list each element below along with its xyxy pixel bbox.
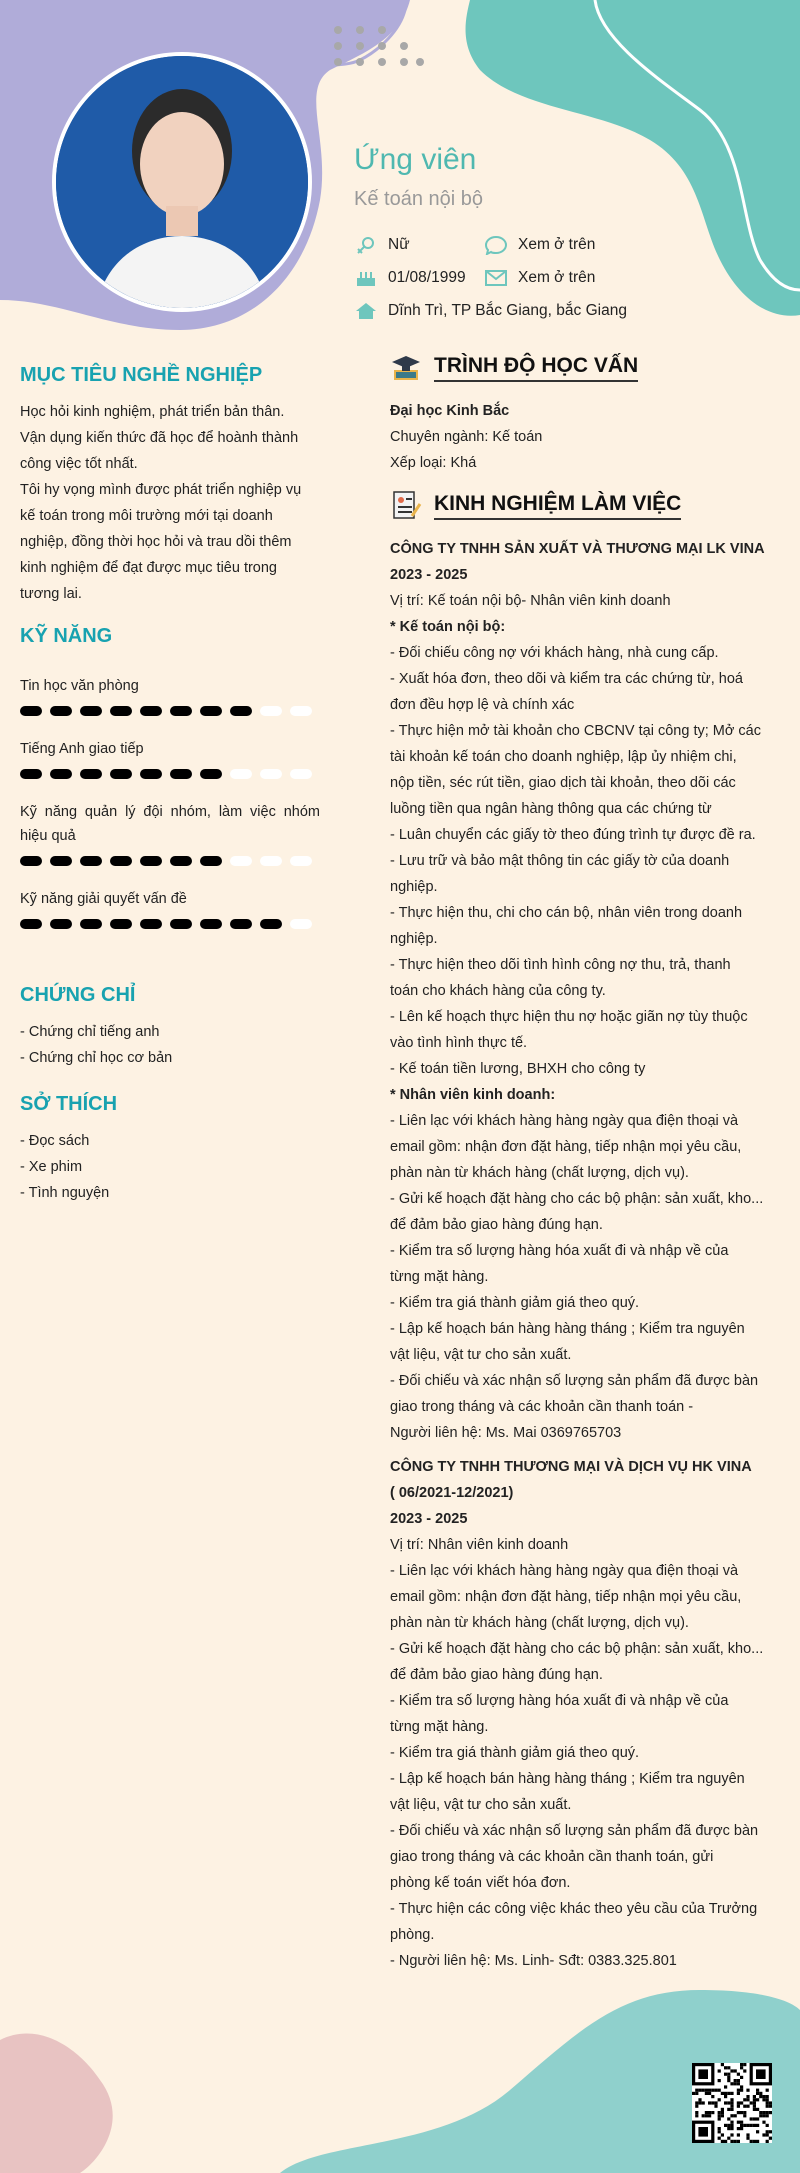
job-description-line: - Đối chiếu và xác nhận số lượng sản phẩm đã được bàn [390, 1373, 759, 1389]
phone-icon [484, 235, 508, 255]
skill-level-segment [20, 769, 42, 779]
phone-value: Xem ở trên [518, 236, 596, 253]
job-description-line: tài khoản kế toán cho doanh nghiệp, lập ủy nhiệm chi, [390, 749, 737, 765]
job-description-line: đơn đều hợp lệ và chính xác [390, 697, 575, 713]
job-description-line: - Kiểm tra giá thành giảm giá theo quý. [390, 1295, 640, 1311]
job-description-line: - Lập kế hoạch bán hàng hàng tháng ; Kiểm tra nguyên [390, 1771, 745, 1787]
skill-level-segment [290, 706, 312, 716]
experience-title: KINH NGHIỆM LÀM VIỆC [434, 492, 681, 520]
skill-level-segment [80, 706, 102, 716]
job-description-line: giao trong tháng và các khoản cần thanh toán, gửi [390, 1849, 714, 1865]
birthday-cake-icon [354, 268, 378, 288]
right-column [390, 352, 768, 1974]
skill-level-segment [200, 706, 222, 716]
objective-line: Tôi hy vọng mình được phát triển nghiệp vụ [20, 482, 302, 498]
job-description-line: - Thực hiện mở tài khoản cho CBCNV tại công ty; Mở các [390, 723, 761, 739]
skill-name: Tin học văn phòng [20, 678, 139, 694]
skill-level-segment [290, 856, 312, 866]
certificate-item: - Chứng chỉ học cơ bản [20, 1050, 173, 1066]
skill-item [20, 800, 320, 887]
skill-level-segment [200, 769, 222, 779]
job-company: CÔNG TY TNHH SẢN XUẤT VÀ THƯƠNG MẠI LK VINA [390, 541, 765, 557]
skill-level-segment [20, 856, 42, 866]
skill-level-bar [20, 854, 320, 868]
education-header [390, 352, 768, 384]
skill-level-segment [50, 769, 72, 779]
skill-level-segment [140, 769, 162, 779]
birthdate-row [354, 268, 466, 288]
graduation-cap-icon [390, 352, 422, 384]
skill-level-segment [170, 856, 192, 866]
job-description-line: giao trong tháng và các khoản cần thanh toán - [390, 1399, 694, 1415]
skill-level-segment [140, 919, 162, 929]
skill-level-segment [230, 919, 252, 929]
gender-row [354, 235, 410, 255]
education-school: Đại học Kinh Bắc [390, 403, 510, 419]
job-description-line: vật liệu, vật tư cho sản xuất. [390, 1347, 572, 1363]
education-rank: Xếp loại: Khá [390, 455, 477, 471]
skill-level-bar [20, 917, 320, 931]
skill-level-segment [170, 706, 192, 716]
skill-level-segment [170, 919, 192, 929]
job-description-line: phòng kế toán viết hóa đơn. [390, 1875, 571, 1891]
job-description-line: luồng tiền qua ngân hàng thông qua các chứng từ [390, 801, 712, 817]
job-period: 2023 - 2025 [390, 567, 468, 583]
hobby-item: - Đọc sách [20, 1133, 90, 1149]
job-description-line: để đảm bảo giao hàng đúng hạn. [390, 1217, 603, 1233]
experience-header [390, 490, 768, 522]
job-description-line: từng mặt hàng. [390, 1719, 489, 1735]
skill-level-segment [260, 919, 282, 929]
job-description-line: - Đối chiếu công nợ với khách hàng, nhà cung cấp. [390, 645, 719, 661]
job-description-line: vật liệu, vật tư cho sản xuất. [390, 1797, 572, 1813]
skill-level-segment [170, 769, 192, 779]
job-description-line: phòng. [390, 1927, 435, 1943]
job-description-line: - Kiểm tra giá thành giảm giá theo quý. [390, 1745, 640, 1761]
skill-level-segment [230, 856, 252, 866]
job-description-line: phàn nàn từ khách hàng (chất lượng, dịch vụ). [390, 1615, 689, 1631]
email-icon [484, 268, 508, 288]
job-entry [390, 1454, 768, 1974]
address-value: Dĩnh Trì, TP Bắc Giang, bắc Giang [388, 302, 627, 319]
objective-line: tương lai. [20, 586, 82, 602]
job-description-line: - Lập kế hoạch bán hàng hàng tháng ; Kiểm tra nguyên [390, 1321, 745, 1337]
job-description-line: - Đối chiếu và xác nhận số lượng sản phẩm đã được bàn [390, 1823, 759, 1839]
skill-level-segment [80, 769, 102, 779]
job-role: Vị trí: Kế toán nội bộ- Nhân viên kinh doanh [390, 593, 671, 609]
objective-line: Học hỏi kinh nghiệm, phát triển bản thân. [20, 404, 285, 420]
skill-item [20, 887, 320, 950]
skill-level-segment [140, 856, 162, 866]
skill-name: Kỹ năng quản lý đội nhóm, làm việc nhóm hiệu quả [20, 804, 320, 844]
objective-title: MỤC TIÊU NGHỀ NGHIỆP [20, 364, 263, 386]
skill-level-segment [20, 706, 42, 716]
job-description-line: - Thực hiện thu, chi cho cán bộ, nhân viên trong doanh [390, 905, 743, 921]
skill-item [20, 737, 320, 800]
skill-level-segment [260, 856, 282, 866]
skill-level-segment [50, 919, 72, 929]
job-description-line: - Thực hiện theo dõi tình hình công nợ thu, trả, thanh [390, 957, 731, 973]
job-description-line: email gồm: nhận đơn đặt hàng, tiếp nhận mọi yêu cầu, [390, 1139, 742, 1155]
job-description-line: - Lên kế hoạch thực hiện thu nợ hoặc giãn nợ tùy thuộc [390, 1009, 748, 1025]
job-description-line: nộp tiền, séc rút tiền, giao dịch tài khoản, theo dõi các [390, 775, 736, 791]
candidate-name: Ứng viên [354, 143, 477, 176]
job-description-line: để đảm bảo giao hàng đúng hạn. [390, 1667, 603, 1683]
job-description-line: nghiệp. [390, 931, 438, 947]
hobby-item: - Tình nguyện [20, 1185, 110, 1201]
job-subsection-title: * Kế toán nội bộ: [390, 619, 506, 635]
job-description-line: phàn nàn từ khách hàng (chất lượng, dịch vụ). [390, 1165, 689, 1181]
skill-level-segment [290, 919, 312, 929]
skill-level-segment [230, 769, 252, 779]
address-row [354, 301, 627, 321]
job-description-line: - Lưu trữ và bảo mật thông tin các giấy tờ của doanh [390, 853, 730, 869]
job-description-line: - Xuất hóa đơn, theo dõi và kiểm tra các chứng từ, hoá [390, 671, 743, 687]
objective-text [20, 399, 320, 607]
objective-line: Vận dụng kiến thức đã học để hoành thành [20, 430, 299, 446]
skill-level-segment [50, 706, 72, 716]
candidate-position: Kế toán nội bộ [354, 188, 483, 210]
job-description-line: - Người liên hệ: Ms. Linh- Sđt: 0383.325.801 [390, 1953, 677, 1969]
skill-level-segment [200, 919, 222, 929]
skill-level-segment [50, 856, 72, 866]
skill-level-bar [20, 704, 320, 718]
skill-level-segment [290, 769, 312, 779]
job-description-line: Người liên hệ: Ms. Mai 0369765703 [390, 1425, 622, 1441]
job-description-line: - Kế toán tiền lương, BHXH cho công ty [390, 1061, 646, 1077]
skill-level-segment [140, 706, 162, 716]
skills-title: KỸ NĂNG [20, 625, 113, 647]
education-title: TRÌNH ĐỘ HỌC VẤN [434, 354, 638, 382]
birthdate-value: 01/08/1999 [388, 269, 466, 286]
skill-level-segment [200, 856, 222, 866]
skill-level-segment [260, 706, 282, 716]
certificates-title: CHỨNG CHỈ [20, 984, 136, 1006]
objective-line: nghiệp, đồng thời học hỏi và trau dồi thêm [20, 534, 292, 550]
qr-code[interactable] [692, 2063, 772, 2143]
profile-photo [52, 52, 312, 312]
phone-row [484, 235, 595, 255]
skill-level-segment [230, 706, 252, 716]
job-description-line: - Kiểm tra số lượng hàng hóa xuất đi và nhập về của [390, 1243, 729, 1259]
gender-icon [354, 235, 378, 255]
job-period: 2023 - 2025 [390, 1511, 468, 1527]
resume-document-icon [390, 490, 422, 522]
skill-level-segment [110, 769, 132, 779]
skill-level-segment [110, 919, 132, 929]
job-description-line: - Gửi kế hoạch đặt hàng cho các bộ phận: sản xuất, kho... [390, 1641, 764, 1657]
skill-item [20, 674, 320, 737]
skill-name: Tiếng Anh giao tiếp [20, 741, 144, 757]
objective-line: kế toán trong môi trường mới tại doanh [20, 508, 273, 524]
skill-level-segment [20, 919, 42, 929]
email-row [484, 268, 595, 288]
job-description-line: - Luân chuyển các giấy tờ theo đúng trình tự được đề ra. [390, 827, 756, 843]
home-icon [354, 301, 378, 321]
objective-line: công việc tốt nhất. [20, 456, 138, 472]
job-description-line: vào tình hình thực tế. [390, 1035, 528, 1051]
gender-value: Nữ [388, 236, 410, 253]
job-description-line: - Gửi kế hoạch đặt hàng cho các bộ phận: sản xuất, kho... [390, 1191, 764, 1207]
job-description-line: toán cho khách hàng của công ty. [390, 983, 606, 999]
job-description-line: từng mặt hàng. [390, 1269, 489, 1285]
job-subsection-title: * Nhân viên kinh doanh: [390, 1087, 556, 1103]
skill-level-bar [20, 767, 320, 781]
hobby-item: - Xe phim [20, 1159, 83, 1175]
left-column [20, 364, 320, 1206]
job-description-line: - Kiểm tra số lượng hàng hóa xuất đi và nhập về của [390, 1693, 729, 1709]
skill-level-segment [110, 856, 132, 866]
job-role: Vị trí: Nhân viên kinh doanh [390, 1537, 569, 1553]
job-company: CÔNG TY TNHH THƯƠNG MẠI VÀ DỊCH VỤ HK VINA [390, 1459, 752, 1475]
skill-level-segment [260, 769, 282, 779]
job-entry [390, 536, 768, 1446]
job-description [390, 1558, 768, 1974]
job-description [390, 614, 768, 1446]
skill-level-segment [80, 919, 102, 929]
job-description-line: email gồm: nhận đơn đặt hàng, tiếp nhận mọi yêu cầu, [390, 1589, 742, 1605]
job-period-extra: ( 06/2021-12/2021) [390, 1485, 514, 1501]
job-description-line: - Liên lạc với khách hàng hàng ngày qua điện thoại và [390, 1113, 739, 1129]
job-description-line: - Liên lạc với khách hàng hàng ngày qua điện thoại và [390, 1563, 739, 1579]
hobbies-title: SỞ THÍCH [20, 1093, 118, 1115]
email-value: Xem ở trên [518, 269, 596, 286]
job-description-line: - Thực hiện các công việc khác theo yêu cầu của Trưởng [390, 1901, 758, 1917]
education-major: Chuyên ngành: Kế toán [390, 429, 543, 445]
skill-level-segment [110, 706, 132, 716]
job-description-line: nghiệp. [390, 879, 438, 895]
objective-line: kinh nghiệm để đạt được mục tiêu trong [20, 560, 277, 576]
skill-level-segment [80, 856, 102, 866]
certificate-item: - Chứng chỉ tiếng anh [20, 1024, 160, 1040]
skill-name: Kỹ năng giải quyết vấn đề [20, 891, 187, 907]
